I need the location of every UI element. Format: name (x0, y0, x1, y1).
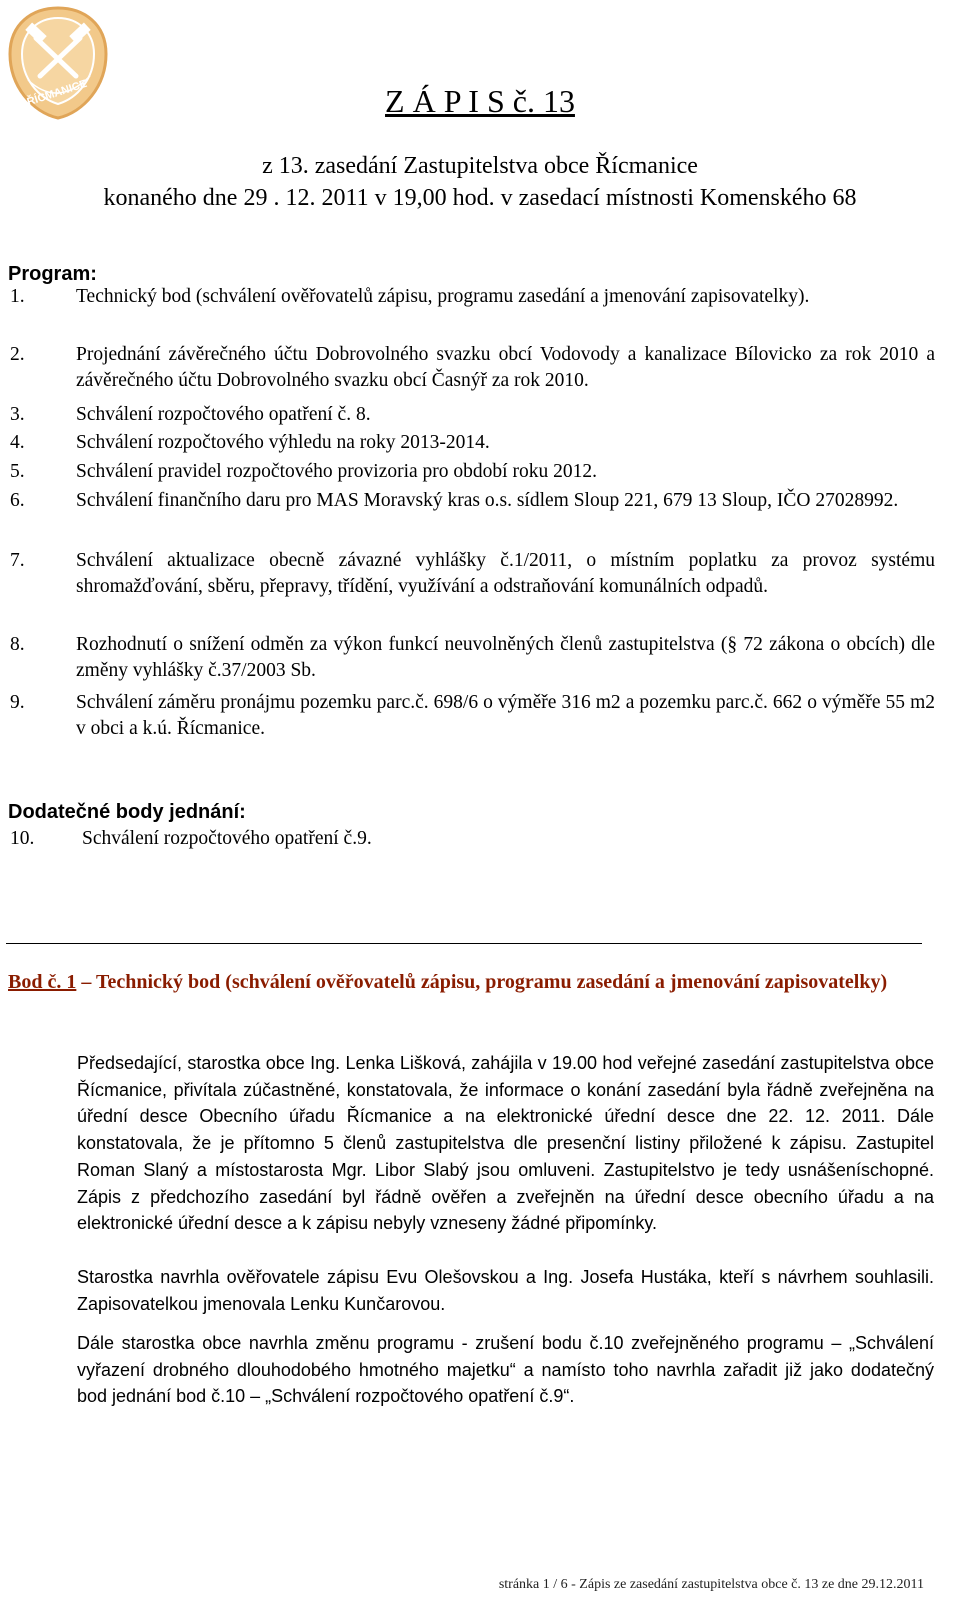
item-text: Schválení rozpočtového opatření č. 8. (76, 404, 371, 425)
item-text: Rozhodnutí o snížení odměn za výkon funkcí neuvolněných členů zastupitelstva (§ 72 zákona o obcích) dle změny vyhlášky č.37/2003 Sb. (76, 634, 935, 681)
program-item (10, 690, 935, 742)
item-number: 8. (10, 634, 25, 655)
opening-paragraph: Předsedající, starostka obce Ing. Lenka Lišková, zahájila v 19.00 hod veřejné zasedání zastupitelstva obce Řícmanice, přivítala zúčastněné, konstatovala, že informace o konání zasedání byla řádně zveřejněna na úřední desce Obecního úřadu Řícmanice a na elektronické úřední desce dne 22. 12. 2011. Dále konstatovala, že je přítomno 5 členů zastupitelstva dle presenční listiny přiložené k zápisu. Zastupitel Roman Slaný a místostarosta Mgr. Libor Slabý jsou omluveni. Zastupitelstvo je tedy usnášeníschopné. Zápis z předchozího zasedání byl řádně ověřen a zveřejněn na úřední desce obecního úřadu a na elektronické úřední desce a k zápisu nebyly vzneseny žádné připomínky. (77, 1053, 934, 1234)
program-item (10, 342, 935, 394)
item-text: Projednání závěrečného účtu Dobrovolného svazku obcí Vodovody a kanalizace Bílovicko za rok 2010 a závěrečného účtu Dobrovolného svazku obcí Časnýř za rok 2010. (76, 344, 935, 391)
meeting-subtitle: z 13. zasedání Zastupitelstva obce Řícmanice (262, 153, 698, 179)
agenda-point-title: Technický bod (schválení ověřovatelů zápisu, programu zasedání a jmenování zapisovatelky) (95, 971, 888, 993)
item-text: Schválení záměru pronájmu pozemku parc.č. 698/6 o výměře 316 m2 a pozemku parc.č. 662 o výměře 55 m2 v obci a k.ú. Řícmanice. (76, 692, 935, 739)
agenda-point-label: Bod č. 1 (8, 971, 77, 993)
additional-item (10, 826, 935, 852)
item-number: 7. (10, 550, 25, 571)
program-item (10, 402, 935, 428)
program-item (10, 284, 935, 310)
item-number: 3. (10, 404, 25, 425)
section-divider (6, 943, 922, 944)
program-item (10, 459, 935, 485)
document-title: Z Á P I S č. 13 (385, 83, 575, 119)
program-heading: Program: (8, 263, 97, 285)
item-number: 10. (10, 828, 35, 849)
item-text: Schválení rozpočtového opatření č.9. (82, 828, 372, 849)
program-item (10, 430, 935, 456)
item-text: Technický bod (schválení ověřovatelů zápisu, programu zasedání a jmenování zapisovatelky). (76, 286, 810, 307)
program-item (10, 488, 935, 514)
agenda-point-heading (8, 968, 936, 996)
item-text: Schválení rozpočtového výhledu na roky 2013-2014. (76, 432, 490, 453)
program-item (10, 548, 935, 600)
item-number: 6. (10, 490, 25, 511)
item-text: Schválení pravidel rozpočtového provizoria pro období roku 2012. (76, 461, 597, 482)
page-footer: stránka 1 / 6 - Zápis ze zasedání zastupitelstva obce č. 13 ze dne 29.12.2011 (498, 1577, 924, 1592)
meeting-details: konaného dne 29 . 12. 2011 v 19,00 hod. v zasedací místnosti Komenského 68 (103, 185, 857, 211)
item-text: Schválení aktualizace obecně závazné vyhlášky č.1/2011, o místním poplatku za provoz systému shromažďování, sběru, přepravy, třídění, využívání a odstraňování komunálních odpadů. (76, 550, 935, 597)
program-item (10, 632, 935, 684)
item-number: 1. (10, 286, 25, 307)
additional-items-heading: Dodatečné body jednání: (8, 801, 246, 823)
item-number: 2. (10, 344, 25, 365)
verifiers-paragraph: Starostka navrhla ověřovatele zápisu Evu Olešovskou a Ing. Josefa Hustáka, kteří s návrhem souhlasili. Zapisovatelkou jmenovala Lenku Kunčarovou. (77, 1267, 934, 1314)
item-number: 9. (10, 692, 25, 713)
item-text: Schválení finančního daru pro MAS Moravský kras o.s. sídlem Sloup 221, 679 13 Sloup, IČO 27028992. (76, 490, 899, 511)
program-change-paragraph: Dále starostka obce navrhla změnu programu - zrušení bodu č.10 zveřejněného programu – „Schválení vyřazení drobného dlouhodobého hmotného majetku“ a namísto toho navrhla zařadit již jako dodatečný bod jednání bod č.10 – „Schválení rozpočtového opatření č.9“. (77, 1333, 934, 1407)
agenda-point-dash: – (81, 971, 92, 993)
logo-text: ŘÍCMANICE (25, 77, 89, 109)
item-number: 5. (10, 461, 25, 482)
item-number: 4. (10, 432, 25, 453)
